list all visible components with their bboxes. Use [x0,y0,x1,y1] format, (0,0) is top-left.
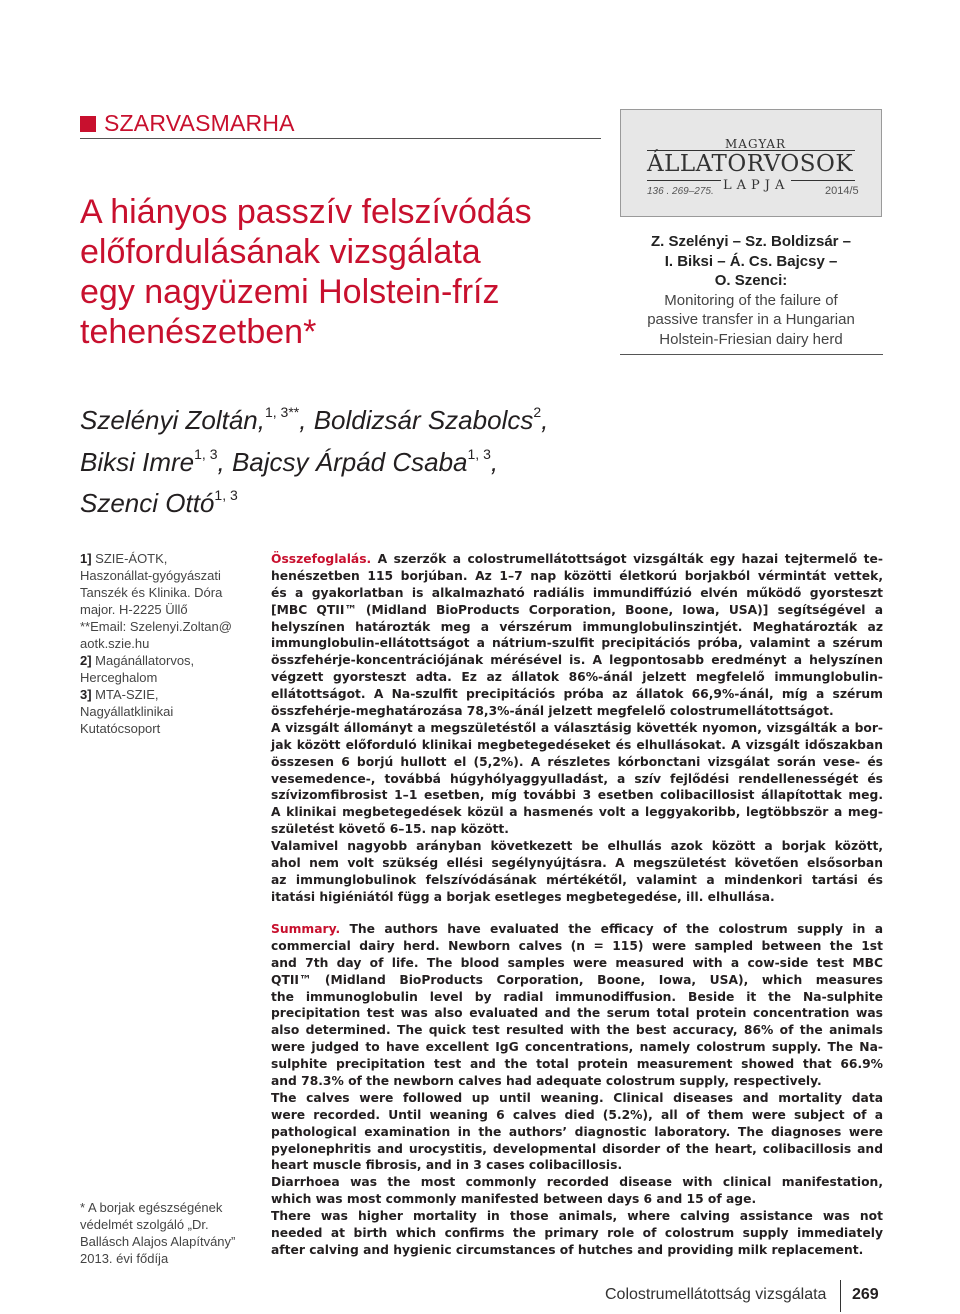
author-affiliation: 1, 3 [214,487,238,503]
abstract-text: pathological examination in the authors’ diagnostic laboratory. The diagnoses were [271,1124,883,1139]
affiliation-line: **Email: Szelenyi.Zoltan@ [80,619,232,634]
journal-sub: LAPJA [723,178,790,193]
author-affiliation: 1, 3 [194,445,218,462]
author-separator: , [490,446,499,477]
abstract-text: és a gyakorlatban is alkalmazható radiális immundiffúzió elvén működő gyorsteszt [271,585,883,600]
abstract-text: precipitation test was also evaluated and the serum total protein concentration was [271,1006,883,1021]
english-title: Monitoring of the failure of [664,291,838,309]
abstract-text: were judged to have excellent IgG concentrations, namely colostrum supply. The Na- [271,1040,883,1055]
abstract-text: helyszínen határozták meg a vérszérum immunglobulinszintjét. Meghatározták az [271,619,883,634]
abstract-line [271,921,883,938]
abstract-text: and 78.3% of the newborn calves had adequate colostrum supply, respectively. [271,1074,822,1089]
abstract-text: A vizsgált állományt a megszületéstől a választásig követték nyomon, vizsgálták a bor- [271,720,883,735]
author-affiliation: 2 [533,404,542,420]
journal-volume: 136 . 269–275. [647,186,714,197]
funding-footnote [80,1199,260,1267]
abstract-line [271,855,883,872]
abstract-text: összfehérje-koncentrációjának mérésével is. A legpontosabb eredményt a helyszínen [271,653,883,668]
abstract-text: összesen 6 borjú hullott el (5,2%). A részletes kórbonctani vizsgálat során vese- és [271,754,883,769]
affiliation-line: Kutatócsoport [80,721,161,736]
journal-year: 2014/5 [825,185,859,197]
section-header [80,110,600,138]
abstract-text: needed at birth which confirms the primary role of colostrum supply immediately [271,1226,883,1241]
english-header-divider [620,354,883,355]
abstract-line [271,1107,883,1124]
abstract-line [271,821,883,838]
abstract-text: There was higher mortality in those animals, where calving assistance was not [271,1209,883,1224]
abstract-line [271,720,883,737]
journal-top: MAGYAR [725,137,787,151]
abstract-line [271,1022,883,1039]
abstract-line [271,737,883,754]
author-affiliation: 1, 3** [264,404,300,420]
abstract-text: The calves were followed up until weaning. Clinical diseases and mortality data [271,1090,883,1105]
abstract-line [271,804,883,821]
abstract-line [271,1141,883,1158]
abstract-text: A szerzők a colostrumellátottságot vizsgálták egy hazai tejtermelő te- [371,552,883,566]
abstract-line [271,955,883,972]
abstract-line [271,938,883,955]
abstract-line [271,602,883,619]
abstract-text: Diarrhoea was the most commonly recorded disease with clinical manifestation, [271,1175,883,1190]
abstract-line [271,1225,883,1242]
abstract-line [271,1056,883,1073]
affiliation-line: Herceghalom [80,670,158,685]
author-name: Biksi Imre [80,446,195,477]
author-line [80,479,600,521]
affiliation-line [80,652,260,669]
running-title: Colostrumellátottság vizsgálata [605,1286,827,1303]
footnote-line: 2013. évi fődíja [80,1251,169,1266]
journal-name: ÁLLATORVOSOK [647,151,854,177]
affiliation-number: 2] [80,653,92,668]
english-header [620,232,882,349]
title-line: tehenészetben* [80,313,317,351]
english-authors: I. Biksi – Á. Cs. Bajcsy – [664,252,838,270]
affiliation-number: 3] [80,687,92,702]
abstract-line [271,703,883,720]
title-line: előfordulásának vizsgálata [80,233,481,271]
abstract-line [271,551,883,568]
abstract-text: which was most commonly manifested between days 6 and 15 of age. [271,1192,757,1207]
abstract-line [271,619,883,636]
footnote-line: * A borjak egészségének [80,1200,223,1215]
abstract-line [271,754,883,771]
abstract-text: immunglobulin-ellátottságot a nátrium-szulfit precipitációs próba, valamint a szérum [271,636,883,651]
affiliation-text: SZIE-ÁOTK, [91,551,168,566]
abstract-line [271,686,883,703]
abstract-line [271,1208,883,1225]
affiliation-line: major. H-2225 Üllő [80,602,188,617]
article-title [80,192,580,352]
affiliation-line [80,550,260,567]
abstract-line [271,972,883,989]
abstract-text: [MBC QTII™ (Midland BioProducts Corporation, Boone, Iowa, USA)] segítségével a [271,602,883,617]
abstract-text: QTII™ (Midland BioProducts Corporation, Boone, Iowa, USA), which measures [271,972,883,987]
footnote-line: Ballásch Alajos Alapítvány” [80,1234,236,1249]
english-title: passive transfer in a Hungarian [647,311,855,328]
affiliation-text: Magánállatorvos, [91,653,195,668]
author-list [80,396,600,521]
abstract-line [271,1005,883,1022]
abstract-line [271,889,883,906]
abstract-line [271,585,883,602]
abstract-text: jak között előforduló klinikai megbetegedéseket és elhullásokat. A vizsgált időszakban [271,737,883,752]
abstract-line [271,989,883,1006]
abstract-text: the immunoglobulin level by radial immunodiffusion. Beside it the Na-sulphite [271,989,883,1004]
english-authors: Z. Szelényi – Sz. Boldizsár – [650,233,852,250]
section-label: SZARVASMARHA [104,110,295,136]
abstract-line [271,1039,883,1056]
affiliation-line: aotk.szie.hu [80,636,150,651]
abstract-text: vesemedence-, továbbá húgyhólyaggyulladást, a szív fejlődési rendellenességét és [271,771,883,786]
abstract-text: sulphite precipitation test and the total protein measurement showed that 66.9% [271,1057,883,1072]
abstract-text: A klinikai megbetegedések közül a hasmenés volt a leggyakoribb, legtöbbször a meg- [271,805,883,820]
page-number: 269 [852,1286,879,1303]
abstract-text: heart muscle fibrosis, and in 3 cases colibacillosis. [271,1158,623,1173]
abstract-line [271,1090,883,1107]
abstract-line [271,1157,883,1174]
abstract-line [271,771,883,788]
author-separator: , [541,405,549,435]
affiliation-line: Haszonállat-gyógyászati [80,568,221,583]
abstract-line [271,1073,883,1090]
abstract-english [271,921,883,1259]
abstract-line [271,838,883,855]
abstract-text: ellátottságot. A Na-szulfit precipitációs próba az állatok 66,9%-ánál, míg a szérum [271,687,883,702]
abstract-text: henészetben 115 borjúban. Az 1–7 nap közötti életkorú borjakból vérmintát vettek, [271,568,883,583]
affiliation-number: 1] [80,551,92,566]
author-separator: , [299,405,314,435]
abstract-text: szívizomfibrosist 1–1 esetben, míg további 3 esetben colibacillosist állapítottak meg. [271,788,883,803]
abstract-line [271,652,883,669]
abstract-line [271,872,883,889]
author-line [80,438,600,480]
abstract-text: were recorded. Until weaning 6 calves died (5.2%), all of them were subject of a [271,1107,883,1122]
abstract-text: also determined. The quick test resulted with the best accuracy, 86% of the animals [271,1023,883,1038]
abstract-hungarian [271,551,883,906]
abstract-text: commercial dairy herd. Newborn calves (n = 115) were sampled between the 1st [271,938,883,953]
abstract-heading: Összefoglalás. [271,552,372,566]
author-separator: , [217,446,232,477]
footnote-line: védelmét szolgáló „Dr. [80,1217,209,1232]
abstract-text: ahol nem volt szükség ellési segélynyújtásra. A megszületést követően elsősorban [271,856,883,871]
title-line: A hiányos passzív felszívódás [80,193,532,231]
section-square-icon [80,116,96,132]
journal-masthead [620,109,882,217]
author-affiliation: 1, 3 [467,445,491,462]
abstract-heading: Summary. [271,922,341,936]
abstract-line [271,568,883,585]
abstract-text: Valamivel nagyobb arányban következett be elhullás azok között a borjak között, [271,839,883,854]
abstract-line [271,1124,883,1141]
abstract-text: The authors have evaluated the efficacy of the colostrum supply in a [340,922,883,936]
author-line [80,396,600,438]
english-authors: O. Szenci: [714,272,788,289]
author-name: Szelényi Zoltán, [80,405,265,435]
author-name: Szenci Ottó [80,488,215,518]
abstract-text: összfehérje-meghatározása 78,3%-ánál jelzett megfelelő colostrumellátottságot. [271,704,834,719]
section-divider [80,138,601,139]
abstract-line [271,1174,883,1191]
author-name: Bajcsy Árpád Csaba [231,446,468,477]
affiliation-text: MTA-SZIE, [91,687,159,702]
abstract-line [271,1242,883,1259]
abstract-line [271,635,883,652]
abstract-text: pyelonephritis and urocystitis, developmental disorder of the heart, colibacillosis and [271,1141,883,1156]
footer-divider [840,1280,841,1312]
affiliation-line: Nagyállatklinikai [80,704,174,719]
abstract-text: az immunglobulinok felszívódásának mértékétől, valamint a mindenkori tartási és [271,872,883,887]
author-name: Boldizsár Szabolcs [313,405,534,435]
abstract-line [271,787,883,804]
affiliation-line: Tanszék és Klinika. Dóra [80,585,223,600]
abstract-text: and 7th day of life. The blood samples were measured with a cow-side test MBC [271,955,883,970]
abstract-text: itatási higiéniától függ a borjak esetleges megbetegedése, ill. elhullása. [271,889,775,904]
abstract-text: végzett gyorsteszt adta. Ez az állatok 86%-ánál jelzett megfelelő immunglobulin- [271,670,883,685]
affiliation-line [80,686,260,703]
abstract-text: születést követő 6–15. nap között. [271,822,509,837]
abstract-line [271,1191,883,1208]
affiliations [80,550,260,737]
title-line: egy nagyüzemi Holstein-fríz [80,273,500,311]
abstract-text: after calving and hygienic circumstances of hutches and providing milk replacement. [271,1242,864,1257]
english-title: Holstein-Friesian dairy herd [659,330,843,348]
abstract-line [271,669,883,686]
